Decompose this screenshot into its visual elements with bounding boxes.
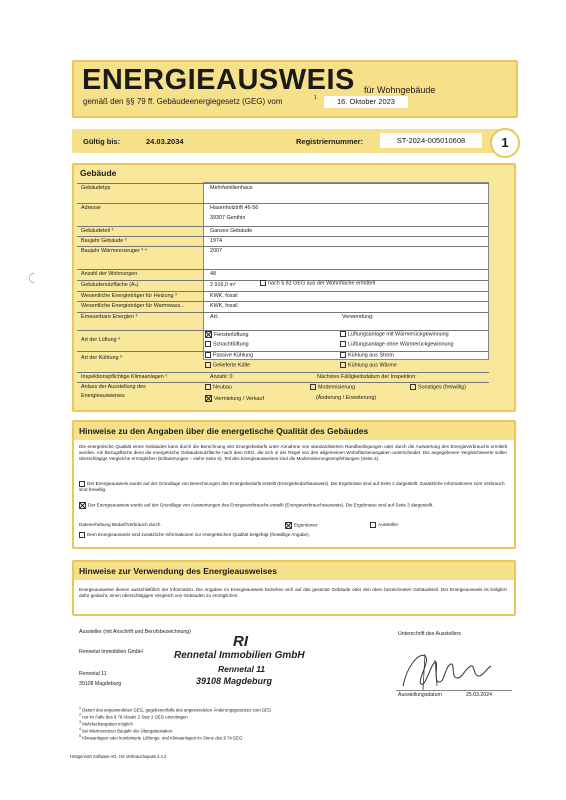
row-baujahr-gebaeude: Baujahr Gebäude ³ 1974 [77, 236, 489, 246]
data-collection-label: Datenerhebung Bedarf/Verbrauch durch [79, 522, 161, 527]
issuer-city: 39108 Magdeburg [79, 681, 122, 687]
law-line: gemäß den §§ 79 ff. Gebäudeenergiegesetz (GEG) vom [83, 97, 283, 106]
footnote-4: $^4$ bei Wärmenetzen Baujahr der Übergabestation [79, 727, 173, 734]
vent-fenster[interactable]: Fensterlüftung [205, 331, 248, 339]
issuer-street: Rennetal 11 [79, 671, 107, 677]
hint-option-demand[interactable]: Der Energieausweis wurde auf der Grundlage von Berechnungen des Energiebedarfs erstellt (Energiebedarfsausweis). Die Ergebnisse sind auf Seite 2 dargestellt. Zusätzliche Informationen zum Verbrauch sind freiwillig. [79, 481, 505, 493]
stamp-city: 39108 Magdeburg [196, 676, 273, 686]
stamp-name: Rennetal Immobilien GmbH [174, 650, 305, 661]
issuer-label: Aussteller (mit Anschrift und Berufsbezeichnung) [79, 629, 191, 635]
row-erneuerbare: Erneuerbare Energien ³ Art: Verwendung: [77, 312, 489, 329]
registration-label: Registriernummer: [296, 137, 364, 146]
valid-date: 24.03.2034 [146, 137, 184, 146]
document-subtitle: für Wohngebäude [364, 85, 436, 95]
signature-image [395, 646, 495, 692]
punch-mark [26, 272, 36, 284]
row-anzahl-wohnungen: Anzahl der Wohnungen 48 [77, 269, 489, 279]
area-note: nach § 82 GEG aus der Wohnfläche ermittelt [260, 280, 375, 287]
row-baujahr-waermeerzeuger: Baujahr Wärmeerzeuger ³ ⁴ 2007 [77, 246, 489, 265]
usage-text: Energieausweise dienen ausschließlich der Information. Die Angaben im Energieausweis beziehen sich auf das gesamte Gebäude oder den oben bezeichneten Gebäudeteil. Der Energieausweis ist lediglich dafür gedacht, einen überschlägigen Vergleich von Gebäuden zu ermöglichen. [79, 587, 507, 598]
stamp-street: Rennetal 11 [218, 664, 266, 674]
vent-ohne-wrg[interactable]: Lüftungsanlage ohne Wärmerückgewinnung [340, 341, 454, 348]
reason-aenderung: (Änderung / Erweiterung) [316, 395, 377, 401]
signature-line [396, 690, 512, 691]
hints-title: Hinweise zu den Angaben über die energetische Qualität des Gebäudes [79, 426, 369, 436]
cool-gelieferte[interactable]: Gelieferte Kälte [205, 362, 250, 369]
vent-schacht[interactable]: Schachtlüftung [205, 341, 249, 348]
signature-label: Unterschrift des Ausstellers [398, 631, 461, 637]
cool-strom[interactable]: Kühlung aus Strom [340, 352, 394, 359]
hints-paragraph: Die energetische Qualität eines Gebäudes kann durch die Berechnung des Energiebedarfs unter Annahme von standardisierten Randbedingungen oder durch die Auswertung des Energieverbrauchs ermittelt werden. Als Bezugsfläche dient die energetische Gebäudenutzfläche nach dem GEG, die sich in der Regel von den allgemeinen Wohnflächenangaben unterscheidet. Die angegebenen Vergleichswerte sollen überschlägige Vergleiche ermöglichen (Erläuterungen – siehe Seite 5). Teil des Energieausweises sind die Modernisierungsempfehlungen (Seite 4). [79, 444, 507, 461]
hint-option-consumption[interactable]: Der Energieausweis wurde auf der Grundlage von Auswertungen des Energieverbrauchs erstellt (Energieverbrauchsausweis). Die Ergebnisse sind auf Seite 3 dargestellt. [79, 502, 507, 509]
row-kuehlung: Art der Kühlung ³ [77, 351, 489, 372]
document-title: ENERGIEAUSWEIS [82, 64, 355, 96]
row-nutzflaeche: Gebäudenutzfläche (Aₙ) 2.916,0 m² [77, 280, 489, 290]
row-adresse: Adresse Hasenholztrift 46-56 [77, 203, 489, 222]
footnote-3: $^3$ Mehrfachangaben möglich [79, 720, 133, 727]
cool-waerme[interactable]: Kühlung aus Wärme [340, 362, 397, 369]
footnote-1: $^1$ Datum des angewendeten GEG, gegebenenfalls des angewendeten Änderungsgesetzes zum GEG [79, 706, 272, 713]
footnote-5: $^5$ Klimaanlagen oder kombinierte Lüftungs- und Klimaanlagen im Sinne des § 74 GEG [79, 734, 243, 741]
row-anlass: Anlass der Ausstellung des Energieausweises [77, 382, 489, 405]
row-lueftung: Art der Lüftung ³ [77, 330, 489, 351]
extra-info-option[interactable]: Dem Energieausweis sind zusätzliche Informationen zur energetischen Qualität beigefügt (freiwillige Angabe). [79, 532, 310, 538]
usage-title: Hinweise zur Verwendung des Energieausweises [79, 566, 277, 576]
footnotes [79, 706, 509, 741]
data-issuer-option[interactable]: Aussteller [370, 522, 398, 528]
footnote-2: $^2$ nur im Falle des § 79 Absatz 2 Satz 2 GEG einzutragen [79, 713, 188, 720]
law-date: 16. Oktober 2023 [324, 96, 408, 108]
vent-mit-wrg[interactable]: Lüftungsanlage mit Wärmerückgewinnung [340, 331, 449, 338]
page-number-badge: 1 [490, 128, 520, 158]
row-inspektion: Inspektionspflichtige Klimaanlagen ⁵ Anzahl: 0 Nächstes Fälligkeitsdatum der Inspektion: [77, 372, 489, 382]
row-energietraeger-heizung: Wesentliche Energieträger für Heizung ³ KWK, fossil [77, 291, 489, 301]
valid-label: Gültig bis: [83, 137, 121, 146]
issue-date: 25.03.2024 [466, 692, 492, 698]
issue-date-label: Ausstellungsdatum [398, 692, 442, 698]
reason-modernisierung[interactable]: Modernisierung [310, 384, 355, 391]
registration-number: ST-2024-005010608 [380, 133, 482, 148]
stamp-logo: RI [233, 633, 248, 650]
software-credit: Hottgenroth Software AG, HS Verbrauchspass 4.4.2 [70, 754, 167, 759]
reason-sonstiges[interactable]: Sonstiges (freiwillig) [410, 384, 466, 391]
data-owner-option[interactable]: Eigentümer [285, 522, 318, 529]
footnote-marker: 1 [314, 95, 317, 101]
cool-passive[interactable]: Passive Kühlung [205, 352, 253, 359]
issuer-name: Rennetal Immobilien GmbH [79, 649, 143, 655]
row-energietraeger-warmwasser: Wesentliche Energieträger für Warmwass... KWK, fossil [77, 301, 489, 311]
reason-neubau[interactable]: Neubau [205, 384, 232, 391]
reason-vermietung[interactable]: Vermietung / Verkauf [205, 395, 264, 403]
row-gebaeudeteil: Gebäudeteil ² Ganzes Gebäude [77, 226, 489, 236]
row-adresse-city: 39307 Genthin [210, 215, 246, 221]
area-note-checkbox[interactable] [260, 280, 266, 286]
building-section-title: Gebäude [80, 168, 117, 178]
row-gebaeudetyp: Gebäudetyp Mehrfamilienhaus [77, 183, 489, 193]
